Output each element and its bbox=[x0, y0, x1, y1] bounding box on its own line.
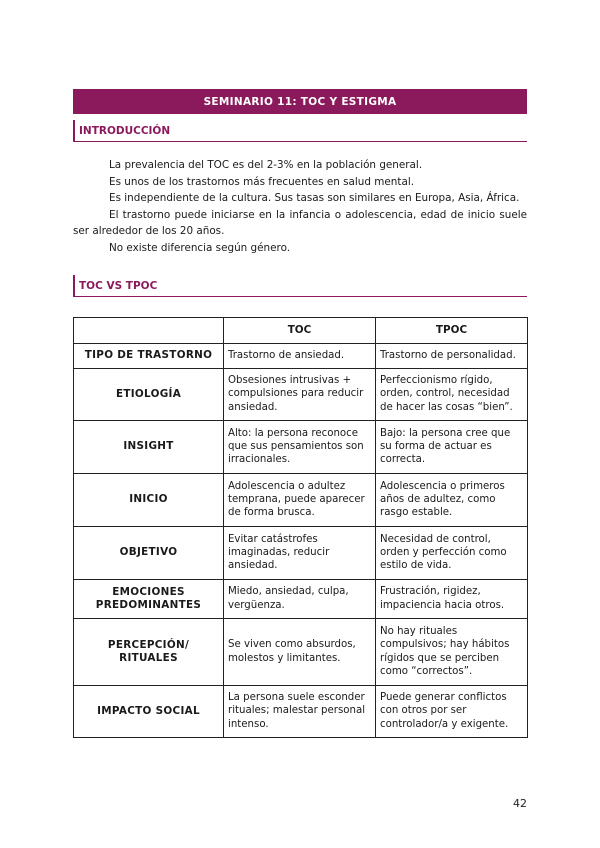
tpoc-cell: Necesidad de control, orden y perfección como estilo de vida. bbox=[376, 527, 528, 580]
row-label: INSIGHT bbox=[74, 421, 224, 474]
intro-paragraph: No existe diferencia según género. bbox=[109, 241, 291, 254]
table-row bbox=[74, 369, 528, 421]
table-row bbox=[74, 686, 528, 738]
intro-paragraph: La prevalencia del TOC es del 2-3% en la población general. bbox=[109, 159, 423, 171]
toc-cell: Trastorno de ansiedad. bbox=[224, 344, 376, 369]
table-row bbox=[74, 474, 528, 527]
introduction-text bbox=[73, 157, 527, 257]
table-row bbox=[74, 344, 528, 369]
toc-cell: Obsesiones intrusivas + compulsiones para reducir ansiedad. bbox=[224, 369, 376, 421]
tpoc-cell: Bajo: la persona cree que su forma de actuar es correcta. bbox=[376, 421, 528, 474]
toc-cell: Alto: la persona reconoce que sus pensamientos son irracionales. bbox=[224, 421, 376, 474]
table-row bbox=[74, 421, 528, 474]
table-row bbox=[74, 580, 528, 619]
toc-cell: Adolescencia o adultez temprana, puede aparecer de forma brusca. bbox=[224, 474, 376, 527]
header-cell-empty bbox=[74, 318, 224, 344]
introduction-heading: INTRODUCCIÓN bbox=[73, 120, 527, 142]
intro-paragraph: Es independiente de la cultura. Sus tasas son similares en Europa, Asia, África. bbox=[109, 192, 520, 205]
row-label: OBJETIVO bbox=[74, 527, 224, 580]
toc-vs-tpoc-heading: TOC VS TPOC bbox=[73, 275, 527, 297]
tpoc-cell: No hay rituales compulsivos; hay hábitos rígidos que se perciben como “correctos”. bbox=[376, 619, 528, 686]
header-cell-tpoc: TPOC bbox=[376, 318, 528, 344]
row-label: TIPO DE TRASTORNO bbox=[74, 344, 224, 369]
tpoc-cell: Adolescencia o primeros años de adultez, como rasgo estable. bbox=[376, 474, 528, 527]
toc-cell: Miedo, ansiedad, culpa, vergüenza. bbox=[224, 580, 376, 619]
tpoc-cell: Trastorno de personalidad. bbox=[376, 344, 528, 369]
tpoc-cell: Frustración, rigidez, impaciencia hacia otros. bbox=[376, 580, 528, 619]
toc-cell: La persona suele esconder rituales; malestar personal intenso. bbox=[224, 686, 376, 738]
seminar-title-banner: SEMINARIO 11: TOC Y ESTIGMA bbox=[73, 89, 527, 114]
table-row bbox=[74, 619, 528, 686]
header-cell-toc: TOC bbox=[224, 318, 376, 344]
table-header-row bbox=[74, 318, 528, 344]
row-label: ETIOLOGÍA bbox=[74, 369, 224, 421]
row-label: PERCEPCIÓN/ RITUALES bbox=[74, 619, 224, 686]
tpoc-cell: Perfeccionismo rígido, orden, control, necesidad de hacer las cosas “bien”. bbox=[376, 369, 528, 421]
row-label: IMPACTO SOCIAL bbox=[74, 686, 224, 738]
row-label: EMOCIONES PREDOMINANTES bbox=[74, 580, 224, 619]
intro-paragraph: El trastorno puede iniciarse en la infancia o adolescencia, edad de inicio suele ser alrededor de los 20 años. bbox=[73, 208, 527, 238]
page-number: 42 bbox=[513, 797, 527, 810]
row-label: INICIO bbox=[74, 474, 224, 527]
toc-cell: Se viven como absurdos, molestos y limitantes. bbox=[224, 619, 376, 686]
toc-cell: Evitar catástrofes imaginadas, reducir ansiedad. bbox=[224, 527, 376, 580]
table-row bbox=[74, 527, 528, 580]
intro-paragraph: Es unos de los trastornos más frecuentes en salud mental. bbox=[109, 175, 415, 188]
comparison-table bbox=[73, 317, 528, 738]
tpoc-cell: Puede generar conflictos con otros por ser controlador/a y exigente. bbox=[376, 686, 528, 738]
